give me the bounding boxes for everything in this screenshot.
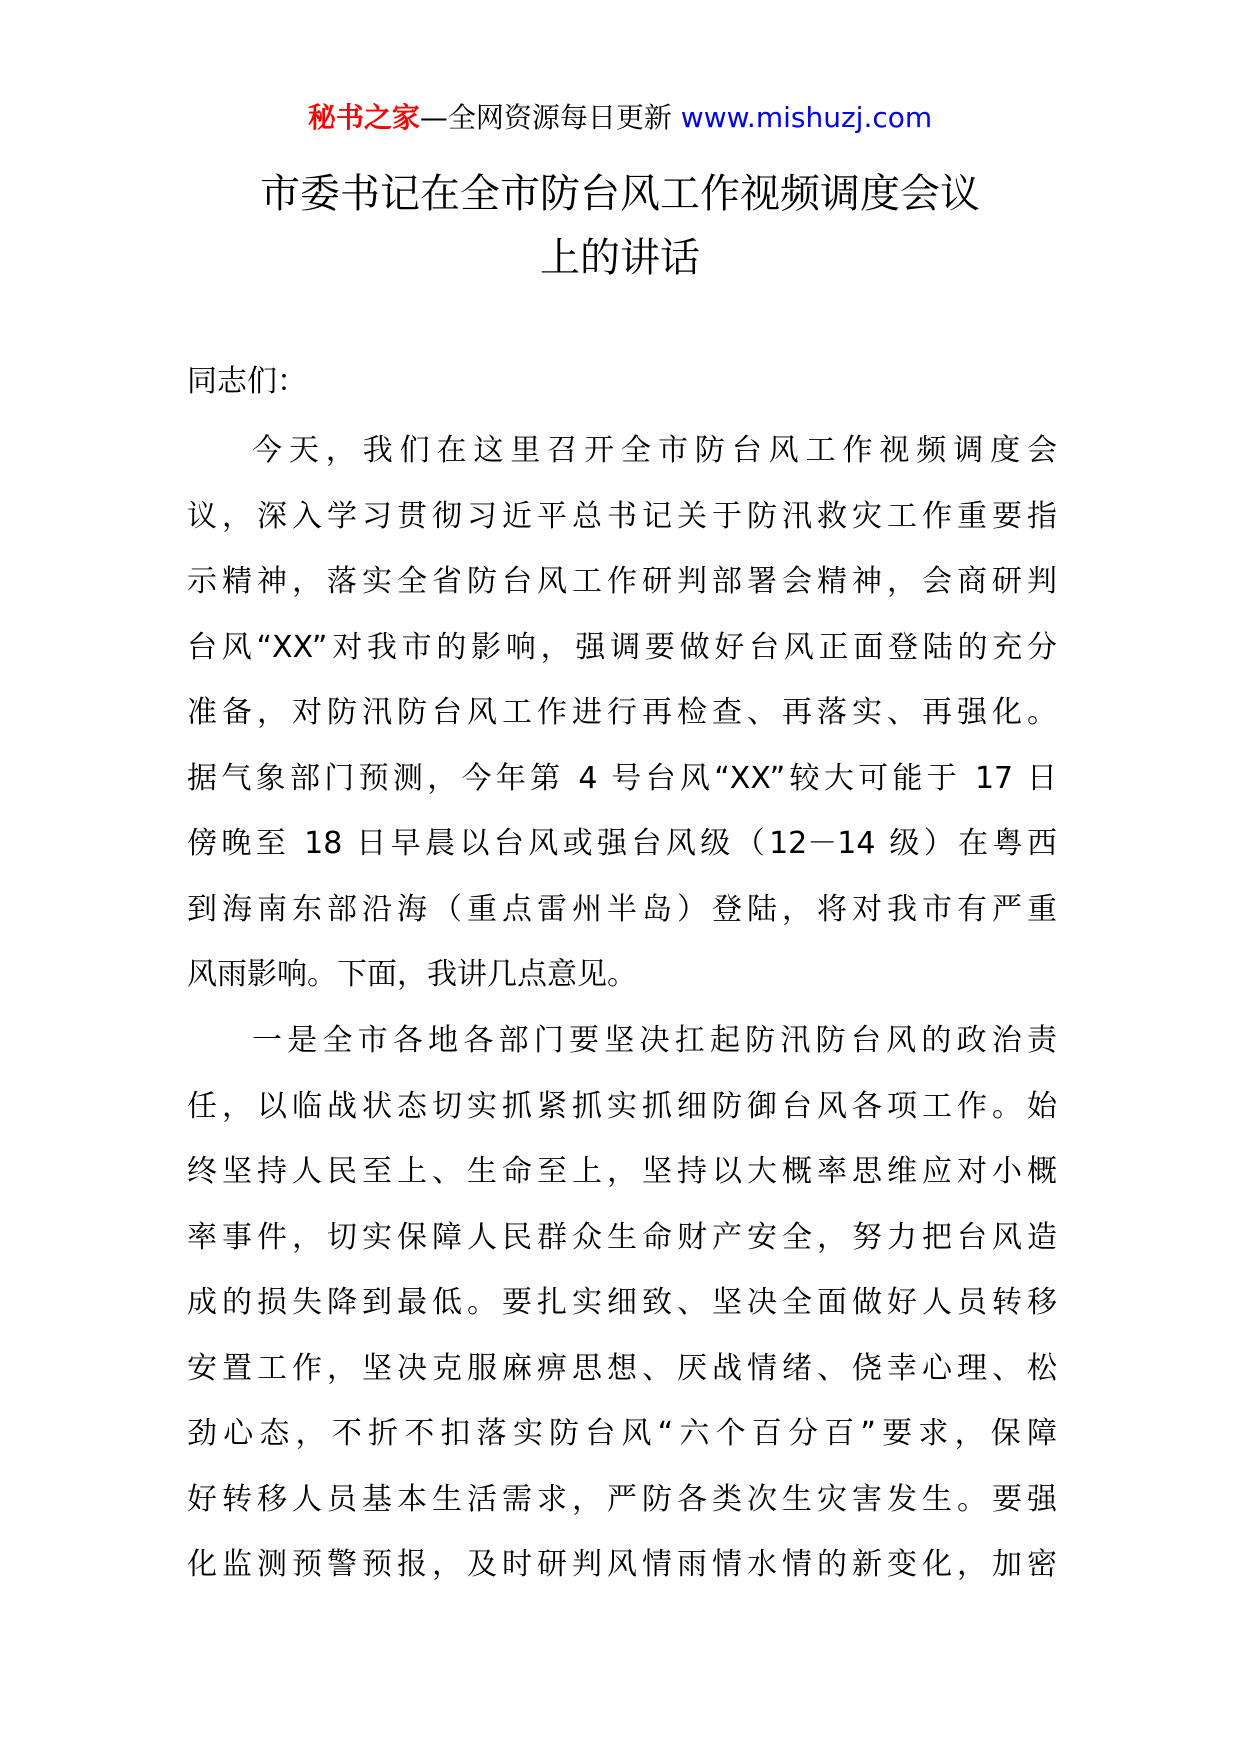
paragraph-line: 好转移人员基本生活需求，严防各类次生灾害发生。要强 (187, 1481, 1057, 1517)
document-title (0, 162, 1240, 290)
paragraph (187, 1008, 1057, 1598)
site-header (0, 98, 1240, 138)
paragraph-line: 准备，对防汛防台风工作进行再检查、再落实、再强化。 (187, 695, 1057, 730)
paragraph-line: 今天，我们在这里召开全市防台风工作视频调度会 (252, 433, 1057, 468)
paragraph-line: 化监测预警预报，及时研判风情雨情水情的新变化，加密 (187, 1547, 1057, 1582)
site-url-link[interactable]: www.mishuzj.com (680, 101, 933, 134)
paragraph-line: 率事件，切实保障人民群众生命财产安全，努力把台风造 (187, 1219, 1057, 1255)
salutation: 同志们： (187, 364, 307, 399)
site-tagline: —全网资源每日更新 (419, 101, 672, 134)
paragraph-line: 议，深入学习贯彻习近平总书记关于防汛救灾工作重要指 (187, 498, 1057, 534)
paragraph-line: 据气象部门预测，今年第 4 号台风“XX”较大可能于 17 日 (187, 760, 1057, 796)
paragraph-line: 风雨影响。下面，我讲几点意见。 (187, 957, 637, 992)
paragraph-line: 安置工作，坚决克服麻痹思想、厌战情绪、侥幸心理、松 (187, 1350, 1057, 1386)
paragraph-line: 到海南东部沿海（重点雷州半岛）登陆，将对我市有严重 (187, 891, 1057, 927)
document-title-line: 上的讲话 (540, 235, 700, 281)
paragraph-line: 成的损失降到最低。要扎实细致、坚决全面做好人员转移 (187, 1285, 1057, 1320)
paragraph-line: 一是全市各地各部门要坚决扛起防汛防台风的政治责 (252, 1023, 1057, 1058)
document-title-line: 市委书记在全市防台风工作视频调度会议 (260, 171, 980, 217)
paragraph-line: 劲心态，不折不扣落实防台风“六个百分百”要求，保障 (187, 1416, 1057, 1451)
paragraph-line: 台风“XX”对我市的影响，强调要做好台风正面登陆的充分 (187, 629, 1057, 665)
paragraph-line: 傍晚至 18 日早晨以台风或强台风级（12－14 级）在粤西 (187, 826, 1057, 861)
paragraph-line: 任，以临战状态切实抓紧抓实抓细防御台风各项工作。始 (187, 1088, 1057, 1124)
paragraph-line: 示精神，落实全省防台风工作研判部署会精神，会商研判 (187, 564, 1057, 599)
paragraph (187, 418, 1057, 1008)
site-brand: 秘书之家 (307, 101, 420, 134)
paragraph-line: 终坚持人民至上、生命至上，坚持以大概率思维应对小概 (187, 1154, 1057, 1189)
